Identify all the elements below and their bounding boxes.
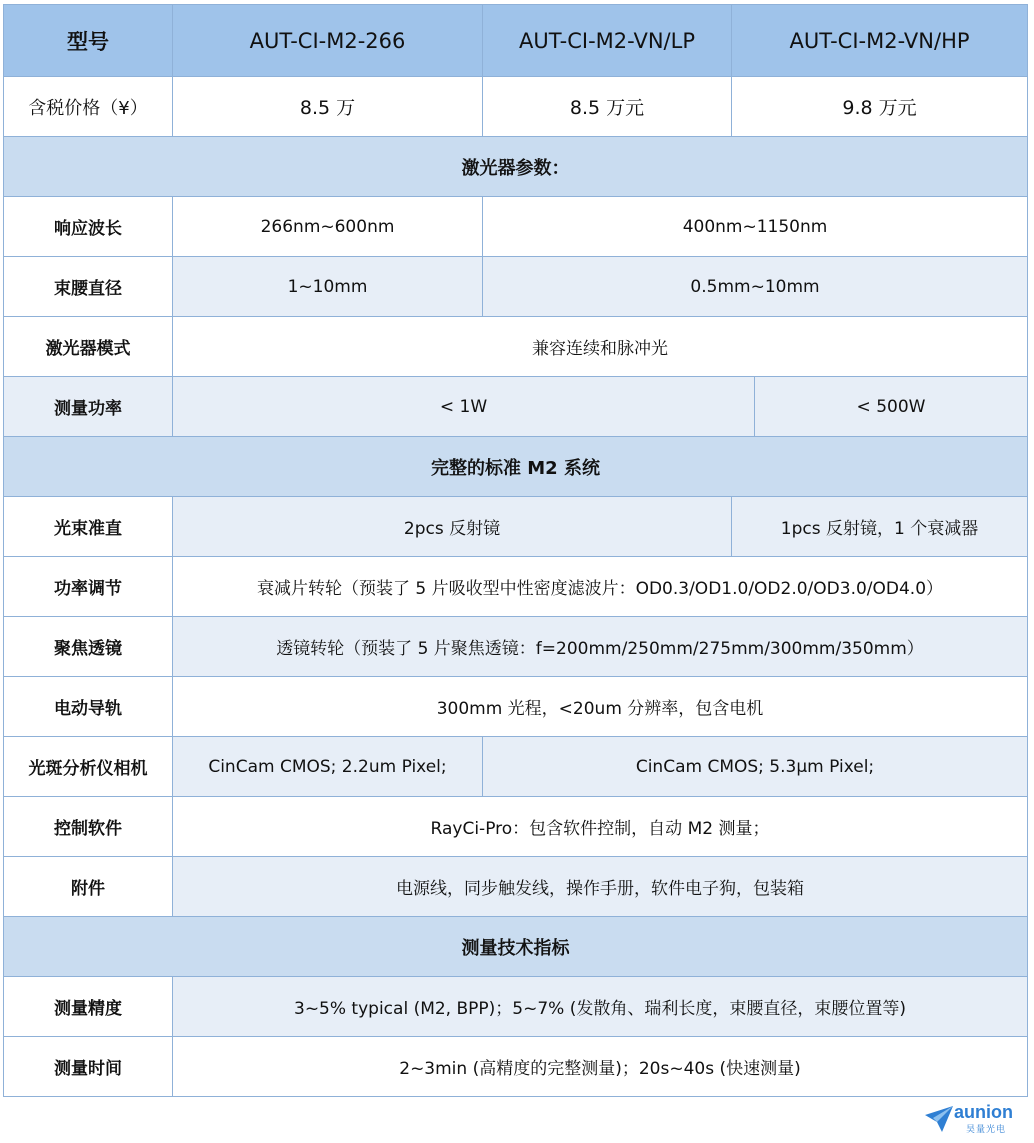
row-label: 束腰直径	[4, 257, 173, 317]
row-label: 响应波长	[4, 197, 173, 257]
cell-value: 300mm 光程，<20um 分辨率，包含电机	[173, 677, 1028, 737]
table-row	[4, 977, 1028, 1037]
brand-logo	[924, 1102, 1028, 1140]
row-label: 激光器模式	[4, 317, 173, 377]
cell-value: RayCi-Pro：包含软件控制，自动 M2 测量；	[173, 797, 1028, 857]
price-3: 9.8 万元	[732, 77, 1028, 137]
table-row	[4, 497, 1028, 557]
model-1: AUT-CI-M2-266	[173, 5, 483, 77]
cell-value: < 500W	[755, 377, 1028, 437]
cell-value: 266nm~600nm	[173, 197, 483, 257]
cell-value: 衰减片转轮（预装了 5 片吸收型中性密度滤波片：OD0.3/OD1.0/OD2.0/OD3.0/OD4.0）	[173, 557, 1028, 617]
table-row	[4, 677, 1028, 737]
spec-table	[3, 4, 1028, 1097]
model-3: AUT-CI-M2-VN/HP	[732, 5, 1028, 77]
row-label: 电动导轨	[4, 677, 173, 737]
table-row	[4, 737, 1028, 797]
section-laser-row	[4, 137, 1028, 197]
row-label: 功率调节	[4, 557, 173, 617]
section-system: 完整的标准 M2 系统	[4, 437, 1028, 497]
row-label: 控制软件	[4, 797, 173, 857]
section-laser: 激光器参数：	[4, 137, 1028, 197]
cell-value: 电源线，同步触发线，操作手册，软件电子狗，包装箱	[173, 857, 1028, 917]
cell-value: 兼容连续和脉冲光	[173, 317, 1028, 377]
row-label: 光斑分析仪相机	[4, 737, 173, 797]
cell-value: < 1W	[173, 377, 755, 437]
cell-value: 400nm~1150nm	[483, 197, 1028, 257]
table-row	[4, 377, 1028, 437]
section-specs-row	[4, 917, 1028, 977]
price-2: 8.5 万元	[483, 77, 732, 137]
row-label: 附件	[4, 857, 173, 917]
table-row	[4, 317, 1028, 377]
logo-sub-text: 昊量光电	[966, 1125, 1007, 1135]
cell-value: 3~5% typical (M2, BPP)；5~7% (发散角、瑞利长度，束腰直径，束腰位置等)	[173, 977, 1028, 1037]
cell-value: 2pcs 反射镜	[173, 497, 732, 557]
price-row	[4, 77, 1028, 137]
price-label: 含税价格（¥）	[4, 77, 173, 137]
cell-value: 1~10mm	[173, 257, 483, 317]
header-label: 型号	[4, 5, 173, 77]
paper-plane-icon	[924, 1105, 954, 1133]
model-2: AUT-CI-M2-VN/LP	[483, 5, 732, 77]
table-row	[4, 797, 1028, 857]
cell-value: 透镜转轮（预装了 5 片聚焦透镜：f=200mm/250mm/275mm/300mm/350mm）	[173, 617, 1028, 677]
table-row	[4, 557, 1028, 617]
row-label: 光束准直	[4, 497, 173, 557]
cell-value: CinCam CMOS; 2.2um Pixel;	[173, 737, 483, 797]
cell-value: 2~3min (高精度的完整测量)；20s~40s (快速测量)	[173, 1037, 1028, 1097]
table-row	[4, 257, 1028, 317]
logo-brand-text: aunion	[954, 1102, 1013, 1122]
cell-value: 0.5mm~10mm	[483, 257, 1028, 317]
header-row	[4, 5, 1028, 77]
row-label: 聚焦透镜	[4, 617, 173, 677]
price-1: 8.5 万	[173, 77, 483, 137]
table-row	[4, 197, 1028, 257]
section-system-row	[4, 437, 1028, 497]
row-label: 测量功率	[4, 377, 173, 437]
row-label: 测量精度	[4, 977, 173, 1037]
cell-value: 1pcs 反射镜，1 个衰减器	[732, 497, 1028, 557]
cell-value: CinCam CMOS; 5.3µm Pixel;	[483, 737, 1028, 797]
table-row	[4, 617, 1028, 677]
table-row	[4, 1037, 1028, 1097]
table-row	[4, 857, 1028, 917]
section-specs: 测量技术指标	[4, 917, 1028, 977]
row-label: 测量时间	[4, 1037, 173, 1097]
